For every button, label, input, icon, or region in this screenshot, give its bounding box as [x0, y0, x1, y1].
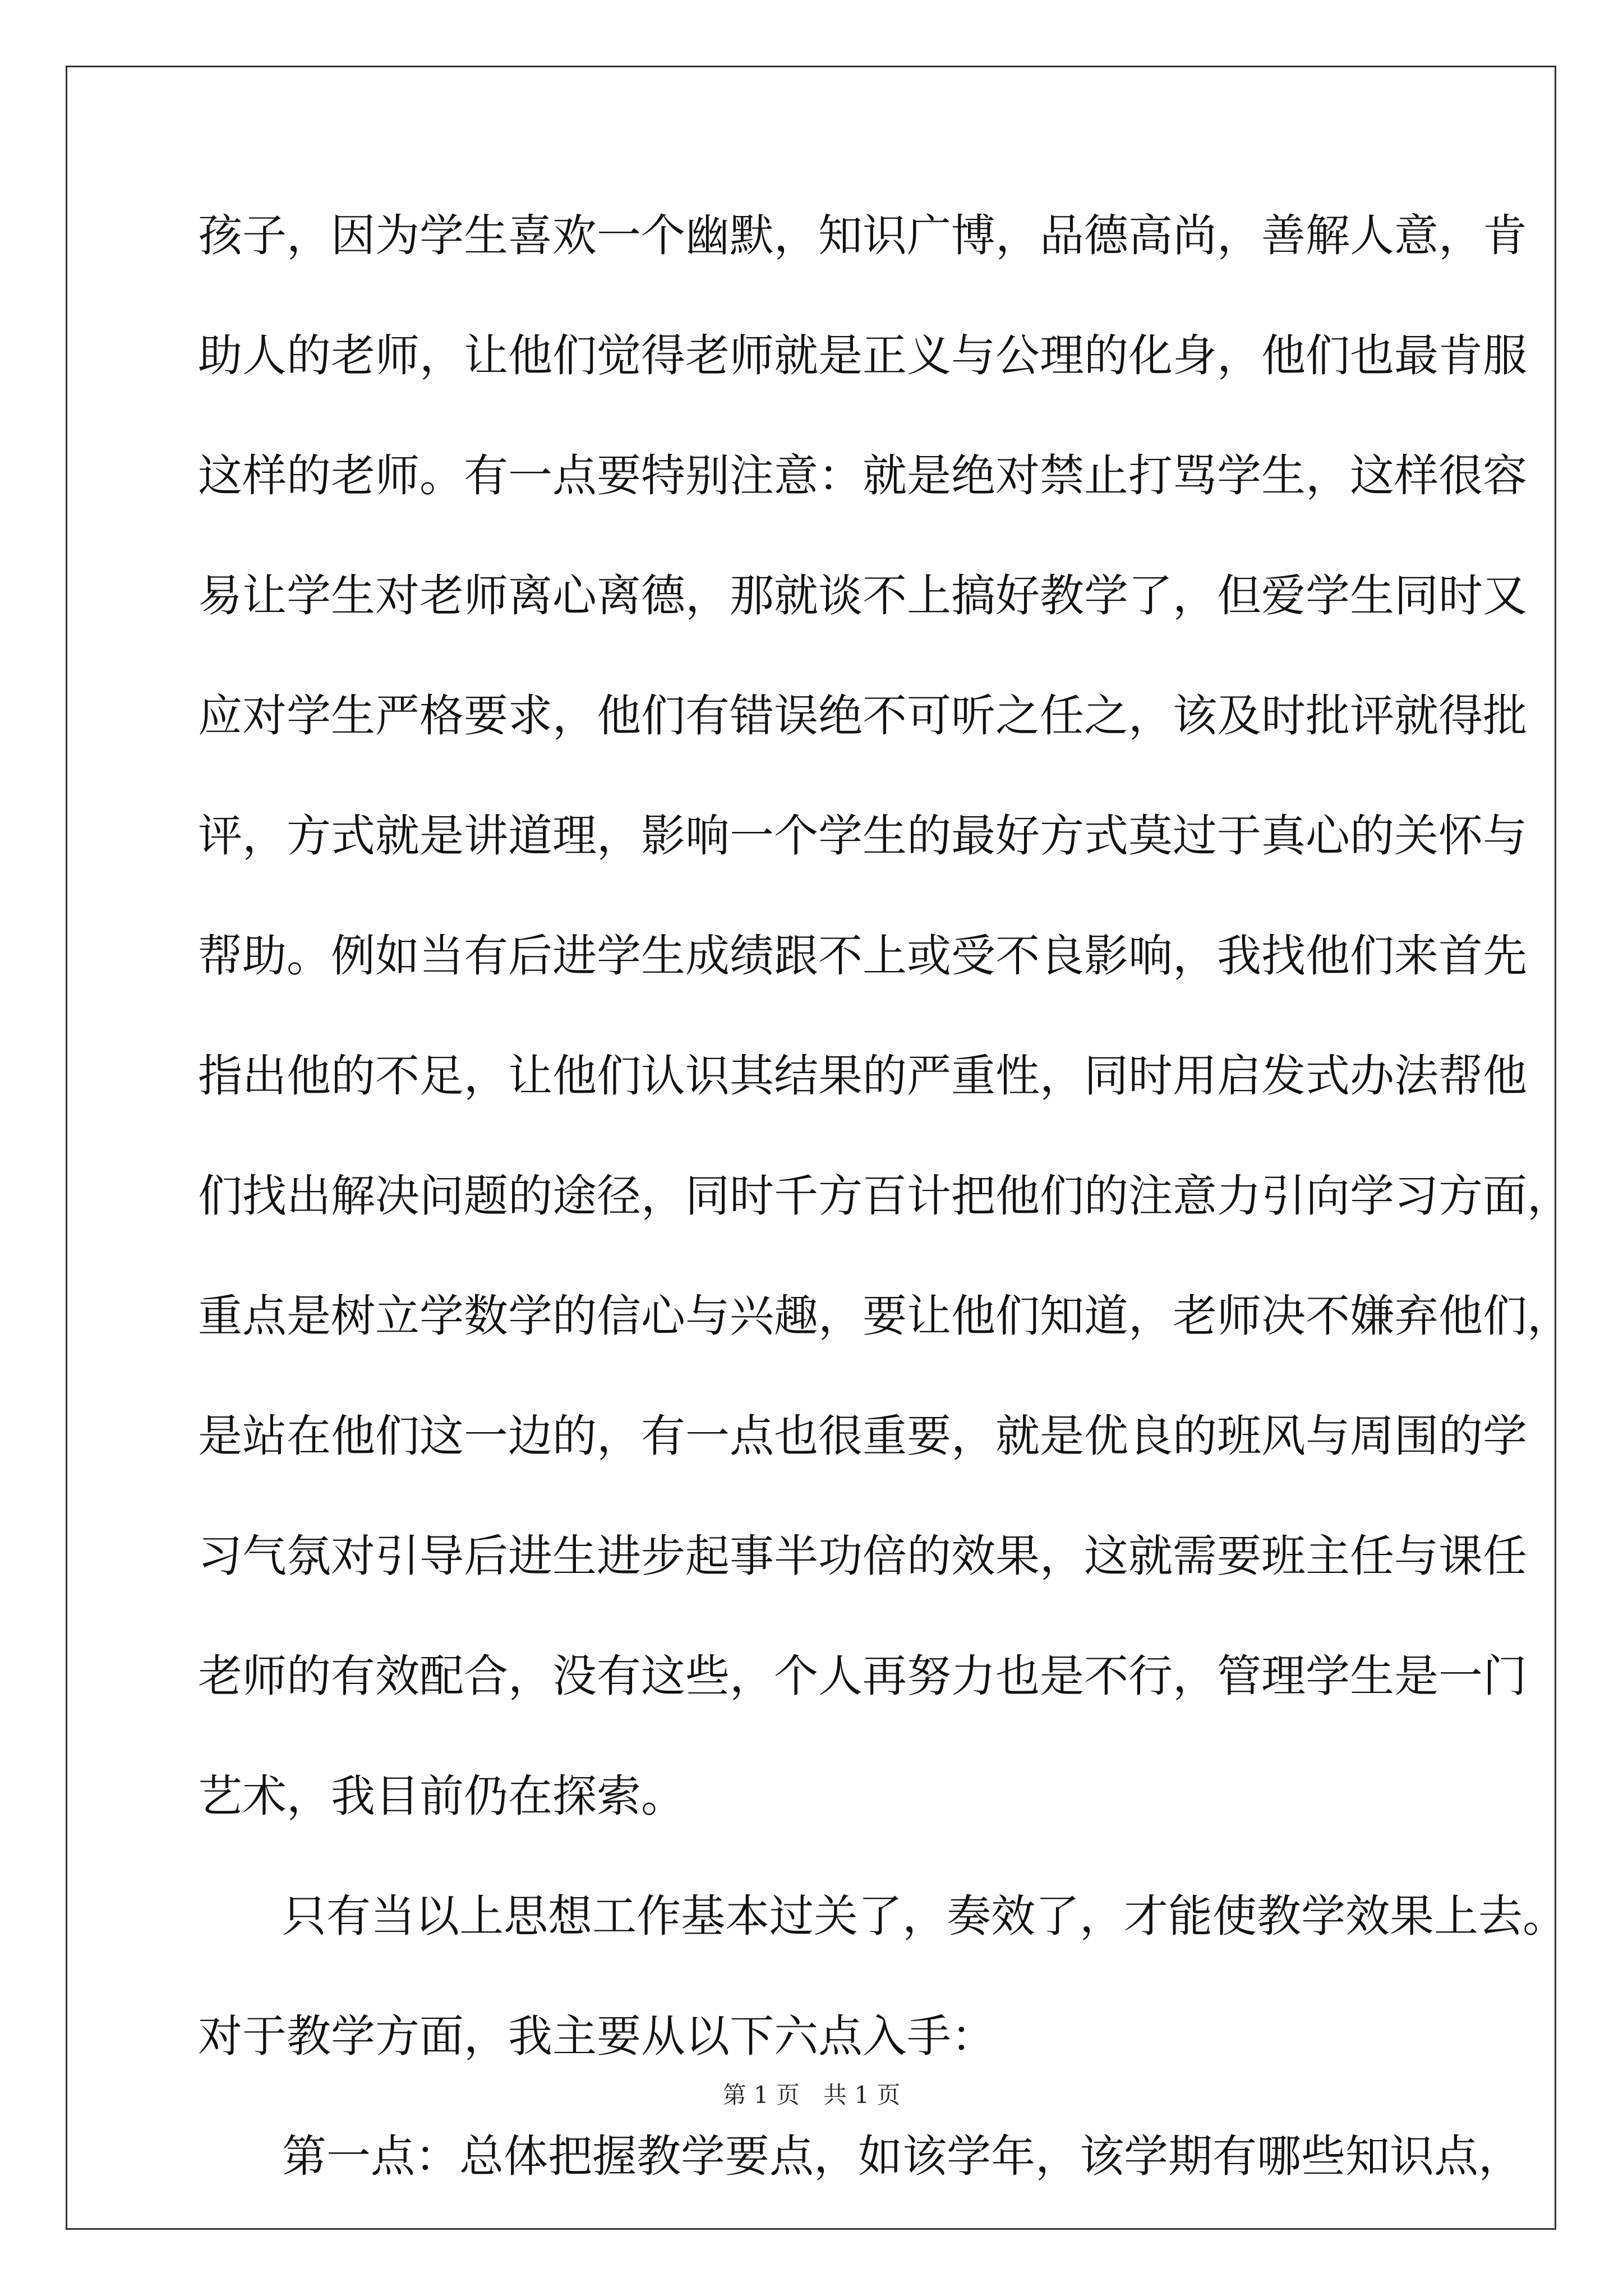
text-line: 重点是树立学数学的信心与兴趣，要让他们知道，老师决不嫌弃他们，: [198, 1290, 1571, 1342]
text-line: 对于教学方面，我主要从以下六点入手：: [198, 2010, 995, 2062]
text-line: 老师的有效配合，没有这些，个人再努力也是不行，管理学生是一门: [198, 1650, 1527, 1702]
text-line: 是站在他们这一边的，有一点也很重要，就是优良的班风与周围的学: [198, 1410, 1527, 1462]
text-line: 应对学生严格要求，他们有错误绝不可听之任之，该及时批评就得批: [198, 690, 1527, 742]
page-number-footer: 第 1 页 共 1 页: [722, 2081, 901, 2109]
text-line: 这样的老师。有一点要特别注意：就是绝对禁止打骂学生，这样很容: [198, 450, 1527, 501]
text-line: 第一点：总体把握教学要点，如该学年，该学期有哪些知识点，: [282, 2131, 1523, 2182]
text-line: 只有当以上思想工作基本过关了，奏效了，才能使教学效果上去。: [282, 1890, 1567, 1942]
text-line: 们找出解决问题的途径，同时千方百计把他们的注意力引向学习方面，: [198, 1170, 1571, 1222]
text-line: 指出他的不足，让他们认识其结果的严重性，同时用启发式办法帮他: [198, 1050, 1527, 1102]
text-line: 习气氛对引导后进生进步起事半功倍的效果，这就需要班主任与课任: [198, 1530, 1527, 1582]
text-line: 易让学生对老师离心离德，那就谈不上搞好教学了，但爱学生同时又: [198, 570, 1527, 622]
text-line: 艺术，我目前仍在探索。: [198, 1770, 685, 1822]
text-line: 帮助。例如当有后进学生成绩跟不上或受不良影响，我找他们来首先: [198, 930, 1527, 982]
text-line: 孩子，因为学生喜欢一个幽默，知识广博，品德高尚，善解人意，肯: [198, 210, 1527, 261]
text-line: 助人的老师，让他们觉得老师就是正义与公理的化身，他们也最肯服: [198, 330, 1527, 381]
document-body: [198, 208, 1571, 2248]
text-line: 评，方式就是讲道理，影响一个学生的最好方式莫过于真心的关怀与: [198, 810, 1527, 862]
